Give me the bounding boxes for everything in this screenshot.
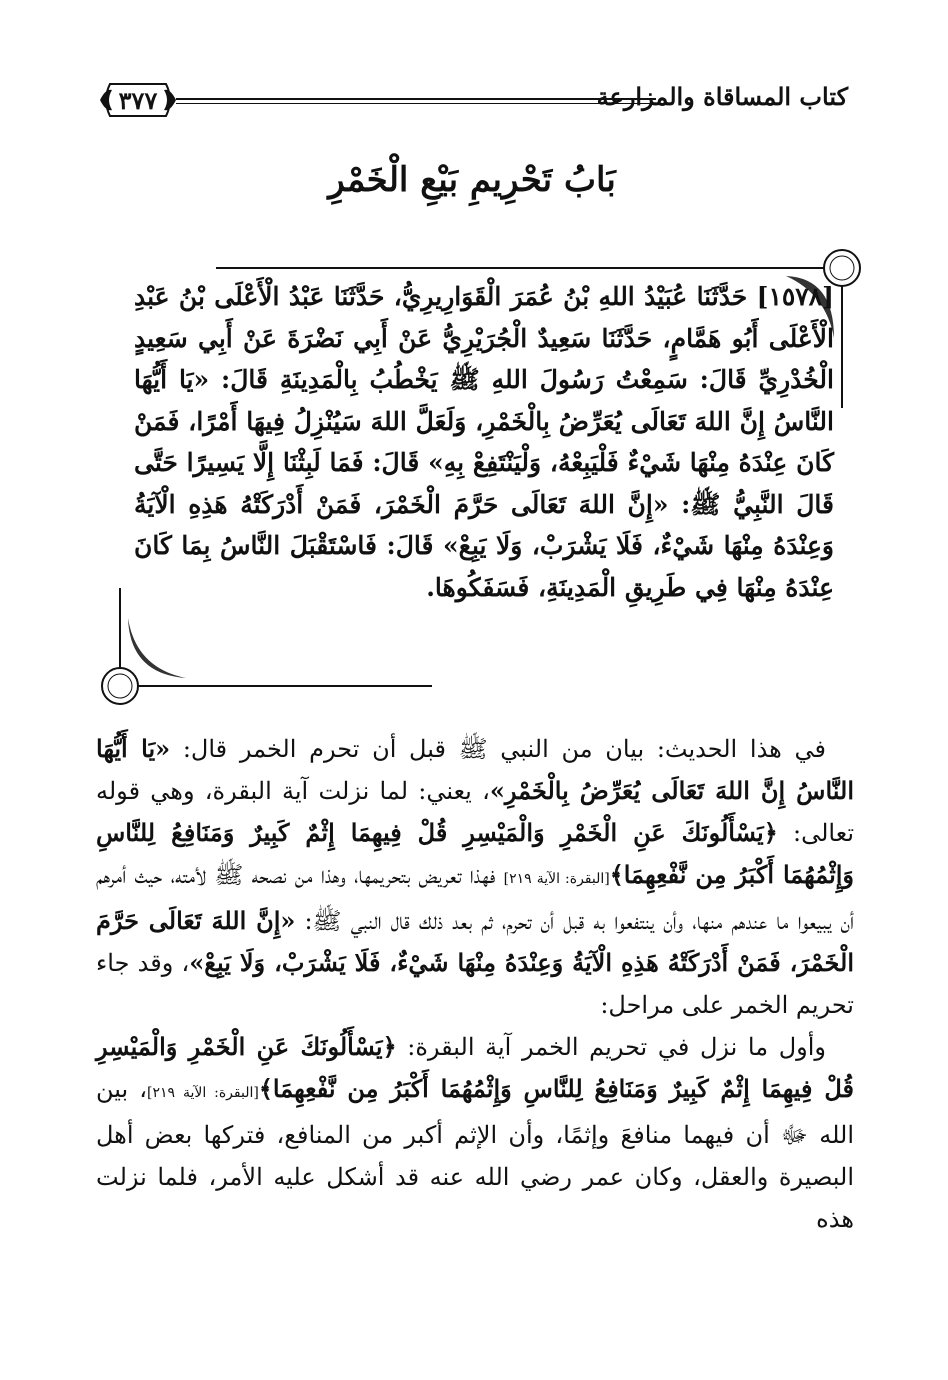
commentary-text: في هذا الحديث: بيان من النبي ﷺ قبل أن تحرم الخمر قال: <box>170 735 826 763</box>
hadith-quote: «إِنَّ اللهَ تَعَالَى حَرَّمَ الْخَمْرَ، فَمَنْ أَدْرَكَتْهُ هَذِهِ الْآيَةُ وَعِنْدَهُ مِنْهَا شَيْءٌ، فَلَا يَشْرَبْ، وَلَا يَبِعْ» <box>96 906 854 977</box>
commentary-text: ، يعني: لما نزلت آية البقرة، وهي قوله تعالى: <box>96 777 854 847</box>
page-header <box>96 78 848 124</box>
header-rule <box>176 98 656 104</box>
verse-reference: [البقرة: الآية ٢١٩] <box>503 871 610 887</box>
hadith-text: [١٥٧٨] حَدَّثَنَا عُبَيْدُ اللهِ بْنُ عُمَرَ الْقَوَارِيرِيُّ، حَدَّثَنَا عَبْدُ الْأَعْلَى بْنُ عَبْدِ الْأَعْلَى أَبُو هَمَّامٍ، حَدَّثَنَا سَعِيدٌ الْجُرَيْرِيُّ عَنْ أَبِي نَضْرَةَ عَنْ أَبِي سَعِيدٍ الْخُدْرِيِّ قَالَ: سَمِعْتُ رَسُولَ اللهِ ﷺ يَخْطُبُ بِالْمَدِينَةِ قَالَ: «يَا أَيُّهَا النَّاسُ إِنَّ اللهَ تَعَالَى يُعَرِّضُ بِالْخَمْرِ، وَلَعَلَّ اللهَ سَيُنْزِلُ فِيهَا أَمْرًا، فَمَنْ كَانَ عِنْدَهُ مِنْهَا شَيْءٌ فَلْيَبِعْهُ، وَلْيَنْتَفِعْ بِهِ» قَالَ: فَمَا لَبِثْنَا إِلَّا يَسِيرًا حَتَّى قَالَ النَّبِيُّ ﷺ: «إِنَّ اللهَ تَعَالَى حَرَّمَ الْخَمْرَ، فَمَنْ أَدْرَكَتْهُ هَذِهِ الْآيَةُ وَعِنْدَهُ مِنْهَا شَيْءٌ، فَلَا يَشْرَبْ، وَلَا يَبِعْ» قَالَ: فَاسْتَقْبَلَ النَّاسُ بِمَا كَانَ عِنْدَهُ مِنْهَا فِي طَرِيقِ الْمَدِينَةِ، فَسَفَكُوهَا. <box>134 282 834 602</box>
hadith-quote: «يَا أَيُّهَا النَّاسُ إِنَّ اللهَ تَعَالَى يُعَرِّضُ بِالْخَمْرِ» <box>96 734 854 805</box>
quran-verse: ﴿يَسْأَلُونَكَ عَنِ الْخَمْرِ وَالْمَيْسِرِ قُلْ فِيهِمَا إِثْمٌ كَبِيرٌ وَمَنَافِعُ لِلنَّاسِ وَإِثْمُهُمَا أَكْبَرُ مِن نَّفْعِهِمَا﴾ <box>96 1032 854 1103</box>
verse-reference: [البقرة: الآية ٢١٩] <box>147 1085 259 1101</box>
commentary <box>96 728 854 1240</box>
quran-verse: ﴿يَسْأَلُونَكَ عَنِ الْخَمْرِ وَالْمَيْسِرِ قُلْ فِيهِمَا إِثْمٌ كَبِيرٌ وَمَنَافِعُ لِلنَّاسِ وَإِثْمُهُمَا أَكْبَرُ مِن نَّفْعِهِمَا﴾ <box>96 818 855 889</box>
book-title: كتاب المساقاة والمزارعة <box>596 82 848 111</box>
commentary-paragraph <box>96 728 854 1026</box>
commentary-text: وأول ما نزل في تحريم الخمر آية البقرة: <box>396 1033 826 1061</box>
commentary-text: ، وقد جاء تحريم الخمر على مراحل: <box>96 949 854 1019</box>
commentary-text: فهذا تعريض بتحريمها، وهذا من نصحه ﷺ لأمته، حيث أمرهم أن يبيعوا ما عندهم منها، وأن ينتفعوا به قبل أن تحرم، ثم بعد ذلك قال النبي ﷺ: <box>96 861 854 935</box>
commentary-text: ، بين الله ﷻ أن فيهما منافعَ وإثمًا، وأن الإثم أكبر من المنافع، فتركها بعض أهل البصيرة والعقل، وكان عمر رضي الله عنه قد أشكل عليه الأمر، فلما نزلت هذه <box>96 1075 854 1233</box>
chapter-title: بَابُ تَحْرِيمِ بَيْعِ الْخَمْرِ <box>328 160 616 200</box>
page-number-ornament <box>96 80 180 120</box>
commentary-paragraph <box>96 1026 854 1240</box>
page-number: ٣٧٧ <box>118 86 158 115</box>
